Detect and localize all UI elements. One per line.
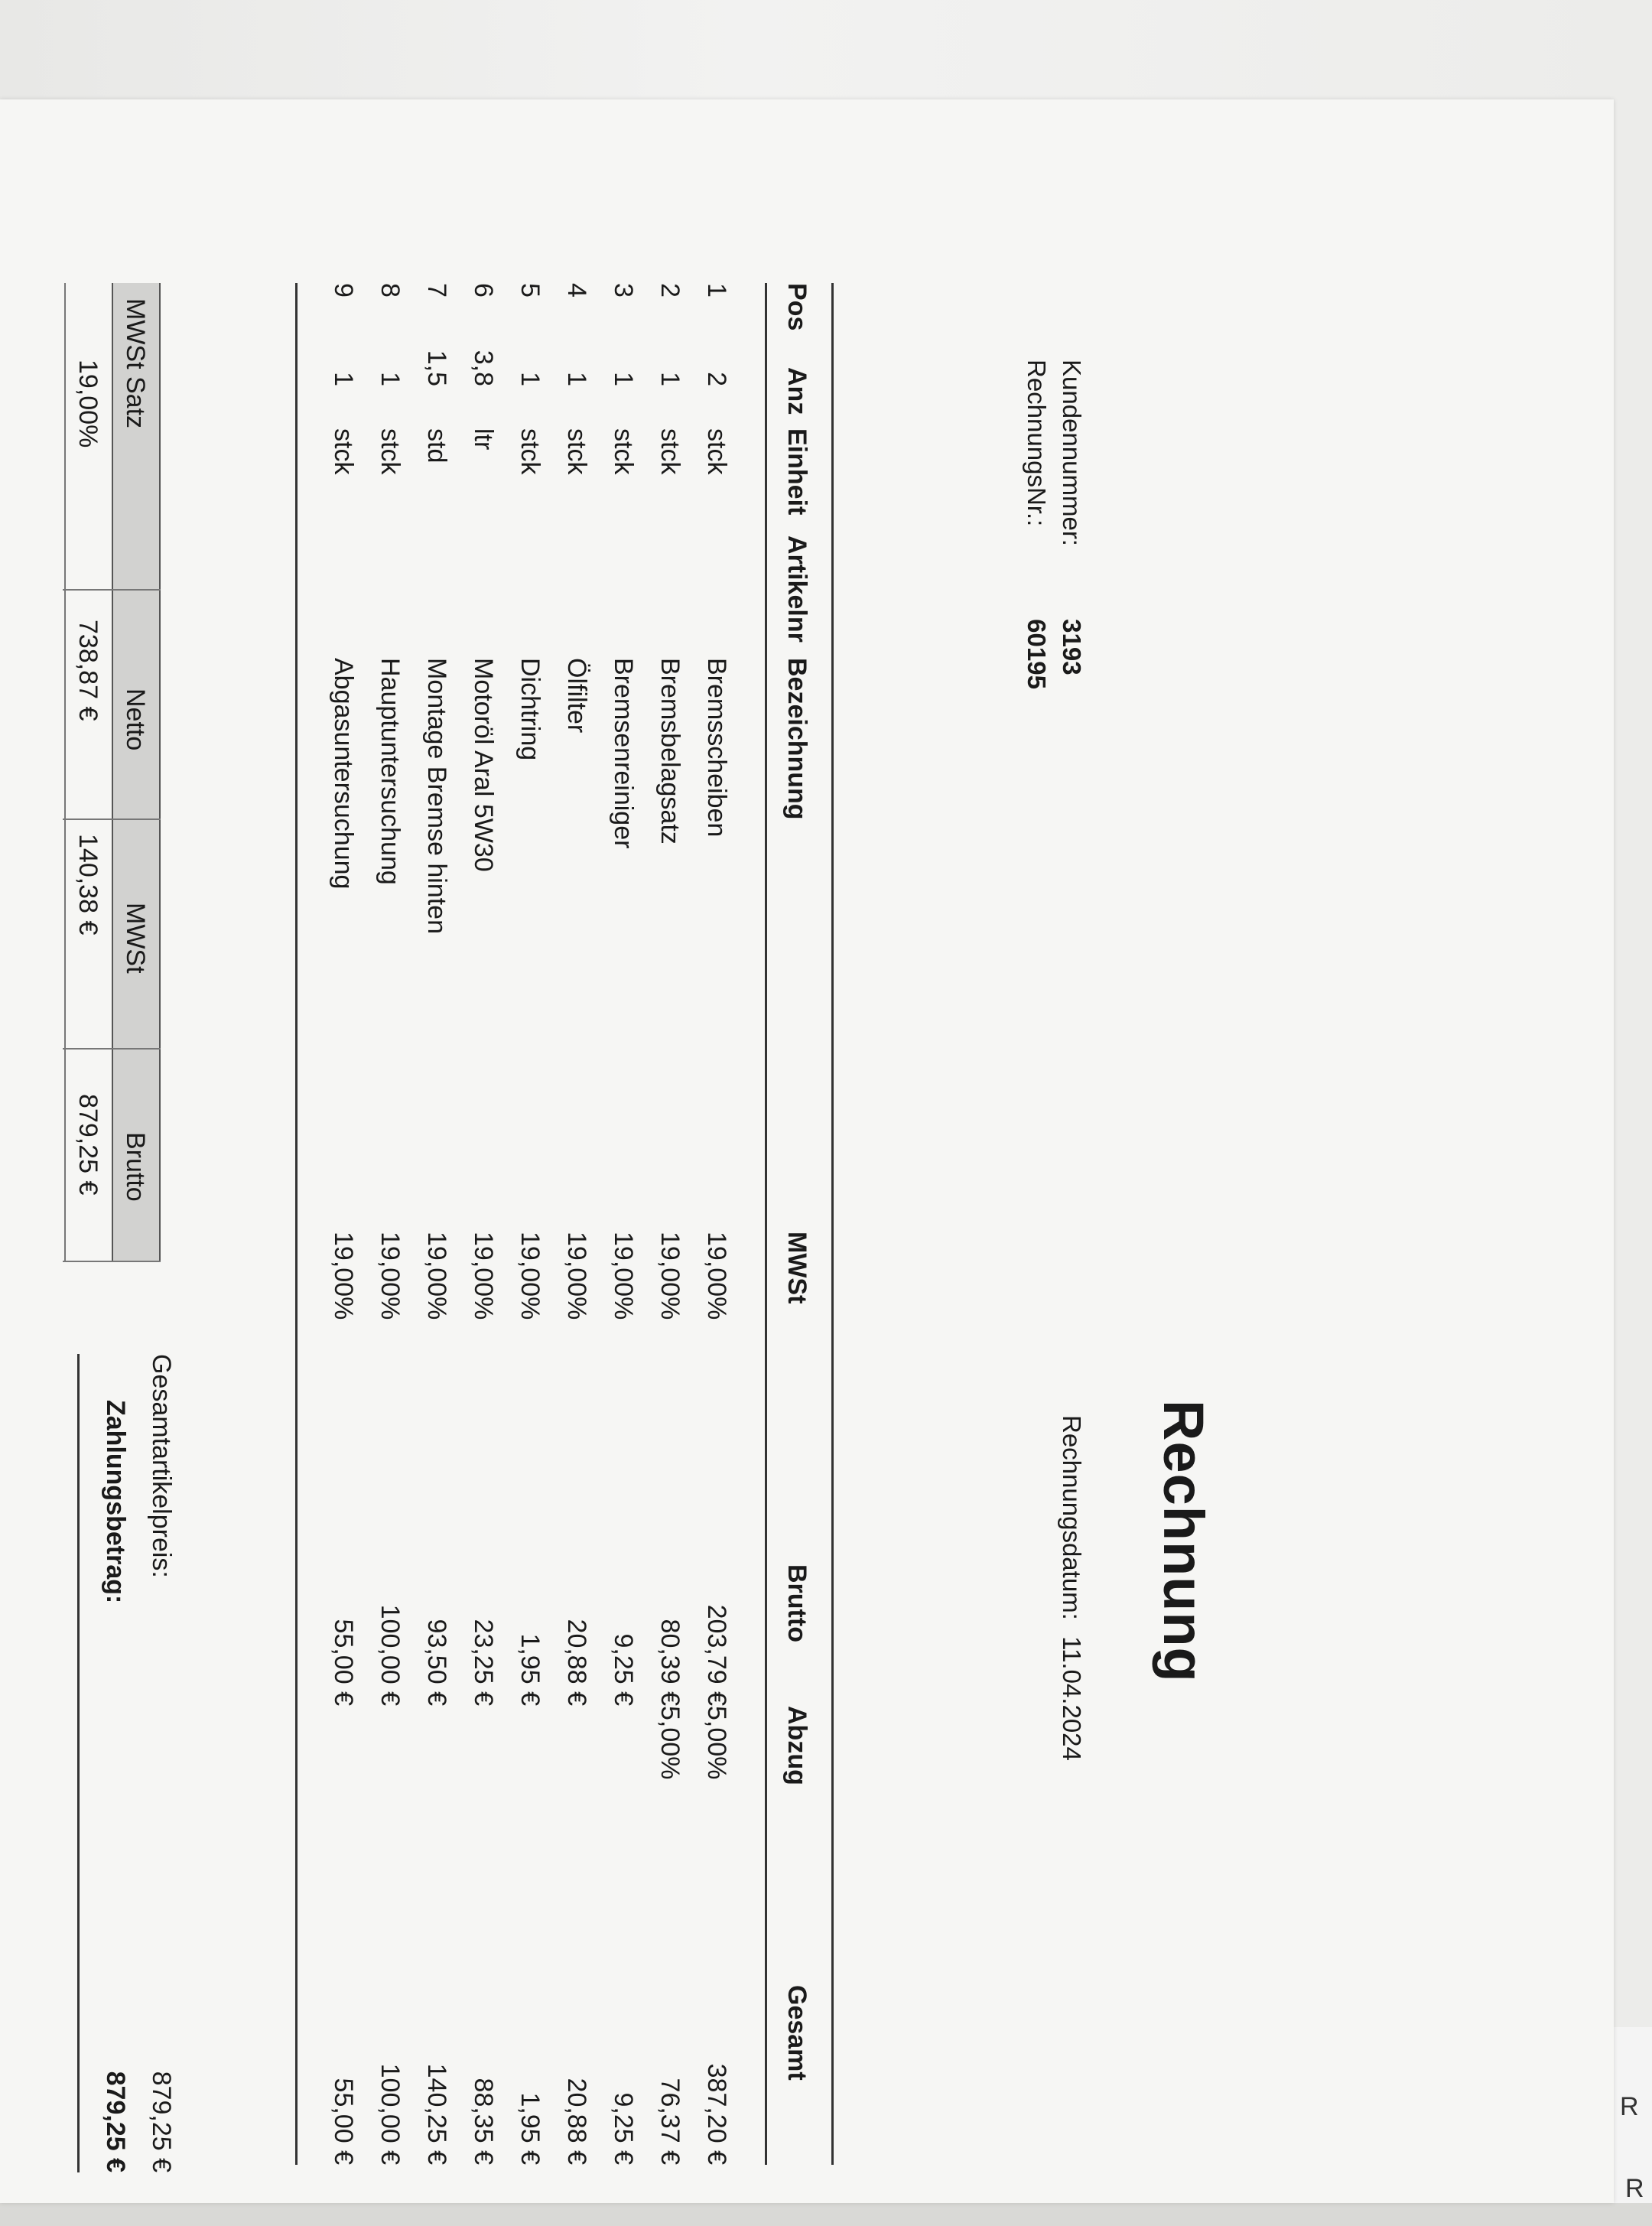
vat-summary-table xyxy=(64,283,161,1262)
table-row xyxy=(552,283,599,2165)
article-total-label: Gesamtartikelpreis: xyxy=(147,1354,176,1578)
cell-total: 20,88 € xyxy=(562,2078,591,2165)
vat-summary-header xyxy=(112,283,161,1262)
vat-header-vat: MWSt xyxy=(121,903,150,974)
header-gross: Brutto xyxy=(782,1564,811,1642)
vat-net: 738,87 € xyxy=(73,620,102,721)
header-pos: Pos xyxy=(782,283,811,331)
cell-discount: 5,00% xyxy=(702,1706,731,1780)
cell-qty: 1 xyxy=(376,372,405,386)
cell-total: 88,35 € xyxy=(469,2078,498,2165)
cell-vat: 19,00% xyxy=(515,1232,545,1320)
invoice-title: Rechnung xyxy=(1152,1400,1215,1683)
cell-vat: 19,00% xyxy=(329,1232,358,1320)
cell-unit: stck xyxy=(562,428,591,475)
cell-pos: 4 xyxy=(562,283,591,298)
cell-unit: stck xyxy=(702,428,731,475)
cell-pos: 1 xyxy=(702,283,731,298)
cell-vat: 19,00% xyxy=(376,1232,405,1320)
cell-total: 140,25 € xyxy=(422,2063,451,2165)
cell-pos: 8 xyxy=(376,283,405,298)
invoice-sheet xyxy=(0,99,1614,2203)
header-discount: Abzug xyxy=(782,1706,811,1785)
table-row xyxy=(366,283,412,2165)
vat-gross: 879,25 € xyxy=(73,1094,102,1196)
cell-total: 387,20 € xyxy=(702,2063,731,2165)
cell-description: Abgasuntersuchung xyxy=(329,658,358,890)
cell-vat: 19,00% xyxy=(702,1232,731,1320)
cell-total: 100,00 € xyxy=(376,2063,405,2165)
vat-amount: 140,38 € xyxy=(73,834,102,936)
totals-underline xyxy=(77,1354,80,2172)
cell-pos: 5 xyxy=(515,283,545,298)
vat-rate: 19,00% xyxy=(73,360,102,448)
payment-value: 879,25 € xyxy=(101,2071,130,2172)
cell-qty: 1 xyxy=(562,372,591,386)
invoice-number-block xyxy=(1022,360,1051,689)
cell-unit: stck xyxy=(655,428,685,475)
cell-description: Ölfilter xyxy=(562,658,591,734)
vat-column-divider xyxy=(63,1048,161,1050)
cell-qty: 3,8 xyxy=(469,350,498,386)
cell-qty: 2 xyxy=(702,372,731,386)
cell-vat: 19,00% xyxy=(562,1232,591,1320)
vat-header-gross: Brutto xyxy=(121,1132,150,1202)
invoice-date-value: 11.04.2024 xyxy=(1058,1636,1086,1761)
header-description: Bezeichnung xyxy=(782,658,811,820)
cell-pos: 9 xyxy=(329,283,358,298)
cell-qty: 1 xyxy=(655,372,685,386)
table-row xyxy=(412,283,459,2165)
cell-pos: 2 xyxy=(655,283,685,298)
items-table-body xyxy=(295,283,765,2165)
invoice-date-label: Rechnungsdatum: xyxy=(1058,1415,1086,1620)
table-row xyxy=(599,283,646,2165)
cell-vat: 19,00% xyxy=(422,1232,451,1320)
cell-pos: 7 xyxy=(422,283,451,298)
cell-vat: 19,00% xyxy=(655,1232,685,1320)
edge-text-fragment: R xyxy=(1620,2092,1639,2121)
invoice-content xyxy=(8,207,1216,2226)
edge-text-fragment: R xyxy=(1625,2174,1644,2203)
cell-gross: 55,00 € xyxy=(329,1619,358,1706)
cell-unit: std xyxy=(422,428,451,464)
totals-block xyxy=(84,1354,176,2172)
cell-total: 9,25 € xyxy=(609,2092,638,2165)
article-total-value: 879,25 € xyxy=(147,2071,176,2172)
vat-header-rate: MWSt Satz xyxy=(121,298,150,429)
cell-unit: stck xyxy=(515,428,545,475)
invoice-date-block xyxy=(1057,1415,1086,1761)
table-row xyxy=(319,283,366,2165)
header-qty: Anz xyxy=(782,367,811,415)
cell-qty: 1 xyxy=(609,372,638,386)
article-total-row xyxy=(130,1354,176,2172)
cell-description: Hauptuntersuchung xyxy=(376,658,405,885)
cell-vat: 19,00% xyxy=(609,1232,638,1320)
cell-description: Dichtring xyxy=(515,658,545,761)
cell-qty: 1,5 xyxy=(422,350,451,386)
table-row xyxy=(692,283,739,2165)
vat-column-divider xyxy=(63,818,161,820)
table-row xyxy=(646,283,692,2165)
header-unit: Einheit xyxy=(782,428,811,516)
payment-label: Zahlungsbetrag: xyxy=(101,1400,130,1604)
cell-gross: 9,25 € xyxy=(609,1633,638,1706)
vat-summary-row xyxy=(64,283,112,1262)
cell-total: 76,37 € xyxy=(655,2078,685,2165)
cell-total: 1,95 € xyxy=(515,2092,545,2165)
cell-total: 55,00 € xyxy=(329,2078,358,2165)
table-row xyxy=(459,283,506,2165)
items-table-header xyxy=(765,283,834,2165)
cell-gross: 20,88 € xyxy=(562,1619,591,1706)
cell-description: Bremsscheiben xyxy=(702,658,731,838)
vat-column-divider xyxy=(63,589,161,591)
customer-number-label: Kundennummer: xyxy=(1058,360,1086,546)
cell-gross: 80,39 € xyxy=(655,1619,685,1706)
cell-gross: 100,00 € xyxy=(376,1604,405,1706)
cell-qty: 1 xyxy=(515,372,545,386)
cell-gross: 23,25 € xyxy=(469,1619,498,1706)
cell-pos: 3 xyxy=(609,283,638,298)
header-article-no: Artikelnr xyxy=(782,535,811,643)
cell-description: Motoröl Aral 5W30 xyxy=(469,658,498,872)
cell-description: Bremsbelagsatz xyxy=(655,658,685,845)
cell-gross: 93,50 € xyxy=(422,1619,451,1706)
header-vat: MWSt xyxy=(782,1232,811,1304)
cell-unit: ltr xyxy=(469,428,498,451)
header-total: Gesamt xyxy=(782,1985,811,2081)
cell-description: Bremsenreiniger xyxy=(609,658,638,849)
table-row xyxy=(506,283,552,2165)
customer-number-value: 3193 xyxy=(1058,619,1086,675)
cell-unit: stck xyxy=(329,428,358,475)
vat-header-net: Netto xyxy=(121,688,150,751)
cell-qty: 1 xyxy=(329,372,358,386)
cell-pos: 6 xyxy=(469,283,498,298)
customer-number-block xyxy=(1057,360,1086,675)
cell-unit: stck xyxy=(609,428,638,475)
cell-description: Montage Bremse hinten xyxy=(422,658,451,934)
invoice-number-label: RechnungsNr.: xyxy=(1023,360,1051,527)
invoice-number-value: 60195 xyxy=(1023,619,1051,689)
vat-column-divider xyxy=(63,1261,161,1262)
cell-discount: 5,00% xyxy=(655,1706,685,1780)
cell-vat: 19,00% xyxy=(469,1232,498,1320)
payment-row xyxy=(84,1354,130,2172)
cell-gross: 1,95 € xyxy=(515,1633,545,1706)
items-table xyxy=(295,283,834,2165)
cell-gross: 203,79 € xyxy=(702,1604,731,1706)
cell-unit: stck xyxy=(376,428,405,475)
